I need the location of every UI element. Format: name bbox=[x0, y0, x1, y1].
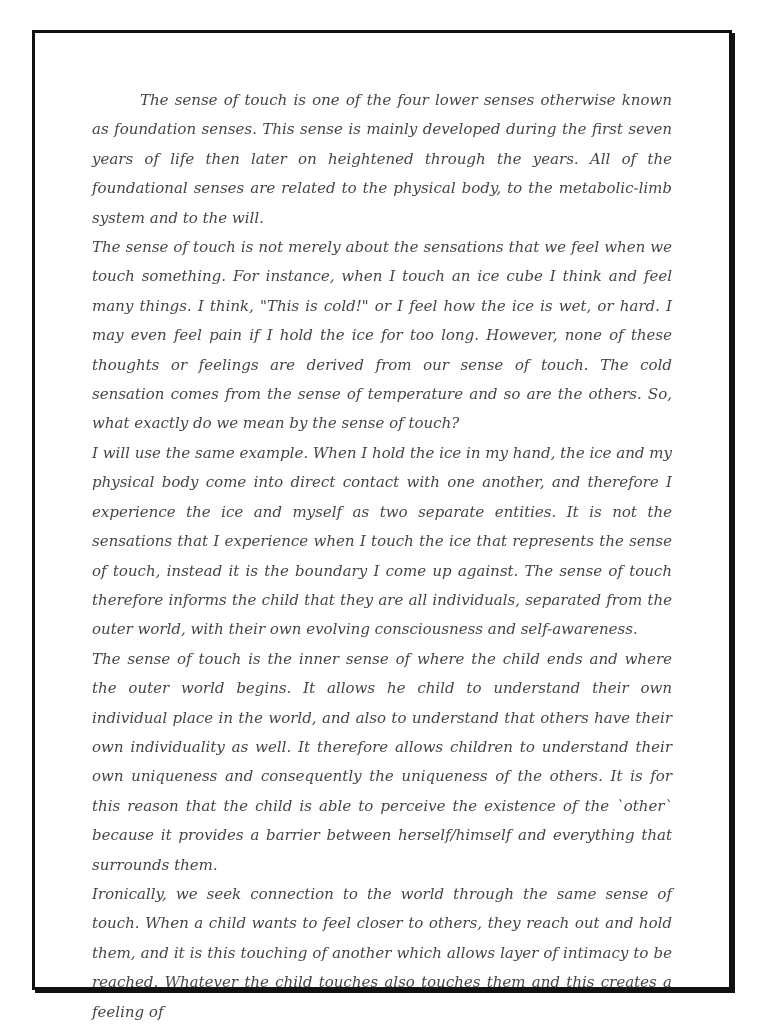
paragraph-connection: Ironically, we seek connection to the world through the same sense of touch. When a child wants to feel closer to others, they reach out and hold them, and it is this touching of another which allows layer of intimacy to be reached. Whatever the child touches also touches them and this creates a feeling of bbox=[92, 884, 672, 1021]
document-body bbox=[92, 86, 672, 1027]
paragraph-touch-intro: The sense of touch is one of the four lower senses otherwise known as foundation senses. This sense is mainly developed during the first seven years of life then later on heightened through the years. All of the foundational senses are related to the physical body, to the metabolic-limb system and to the will. bbox=[92, 91, 672, 227]
paragraph-touch-sensations: The sense of touch is not merely about the sensations that we feel when we touch something. For instance, when I touch an ice cube I think and feel many things. I think, "This is cold!" or I feel how the ice is wet, or hard. I may even feel pain if I hold the ice for too long. However, none of these thoughts or feelings are derived from our sense of touch. The cold sensation comes from the sense of temperature and so are the others. So, what exactly do we mean by the sense of touch? bbox=[92, 238, 672, 433]
paragraph-inner-sense: The sense of touch is the inner sense of where the child ends and where the outer world begins. It allows he child to understand their own individual place in the world, and also to understand that others have their own individuality as well. It therefore allows children to understand their own uniqueness and consequently the uniqueness of the others. It is for this reason that the child is able to perceive the existence of the `other` because it provides a barrier between herself/himself and everything that surrounds them. bbox=[92, 649, 672, 874]
paragraph-ice-example: I will use the same example. When I hold the ice in my hand, the ice and my physical body come into direct contact with one another, and therefore I experience the ice and myself as two separate entities. It is not the sensations that I experience when I touch the ice that represents the sense of touch, instead it is the boundary I come up against. The sense of touch therefore informs the child that they are all individuals, separated from the outer world, with their own evolving consciousness and self-awareness. bbox=[92, 443, 672, 639]
